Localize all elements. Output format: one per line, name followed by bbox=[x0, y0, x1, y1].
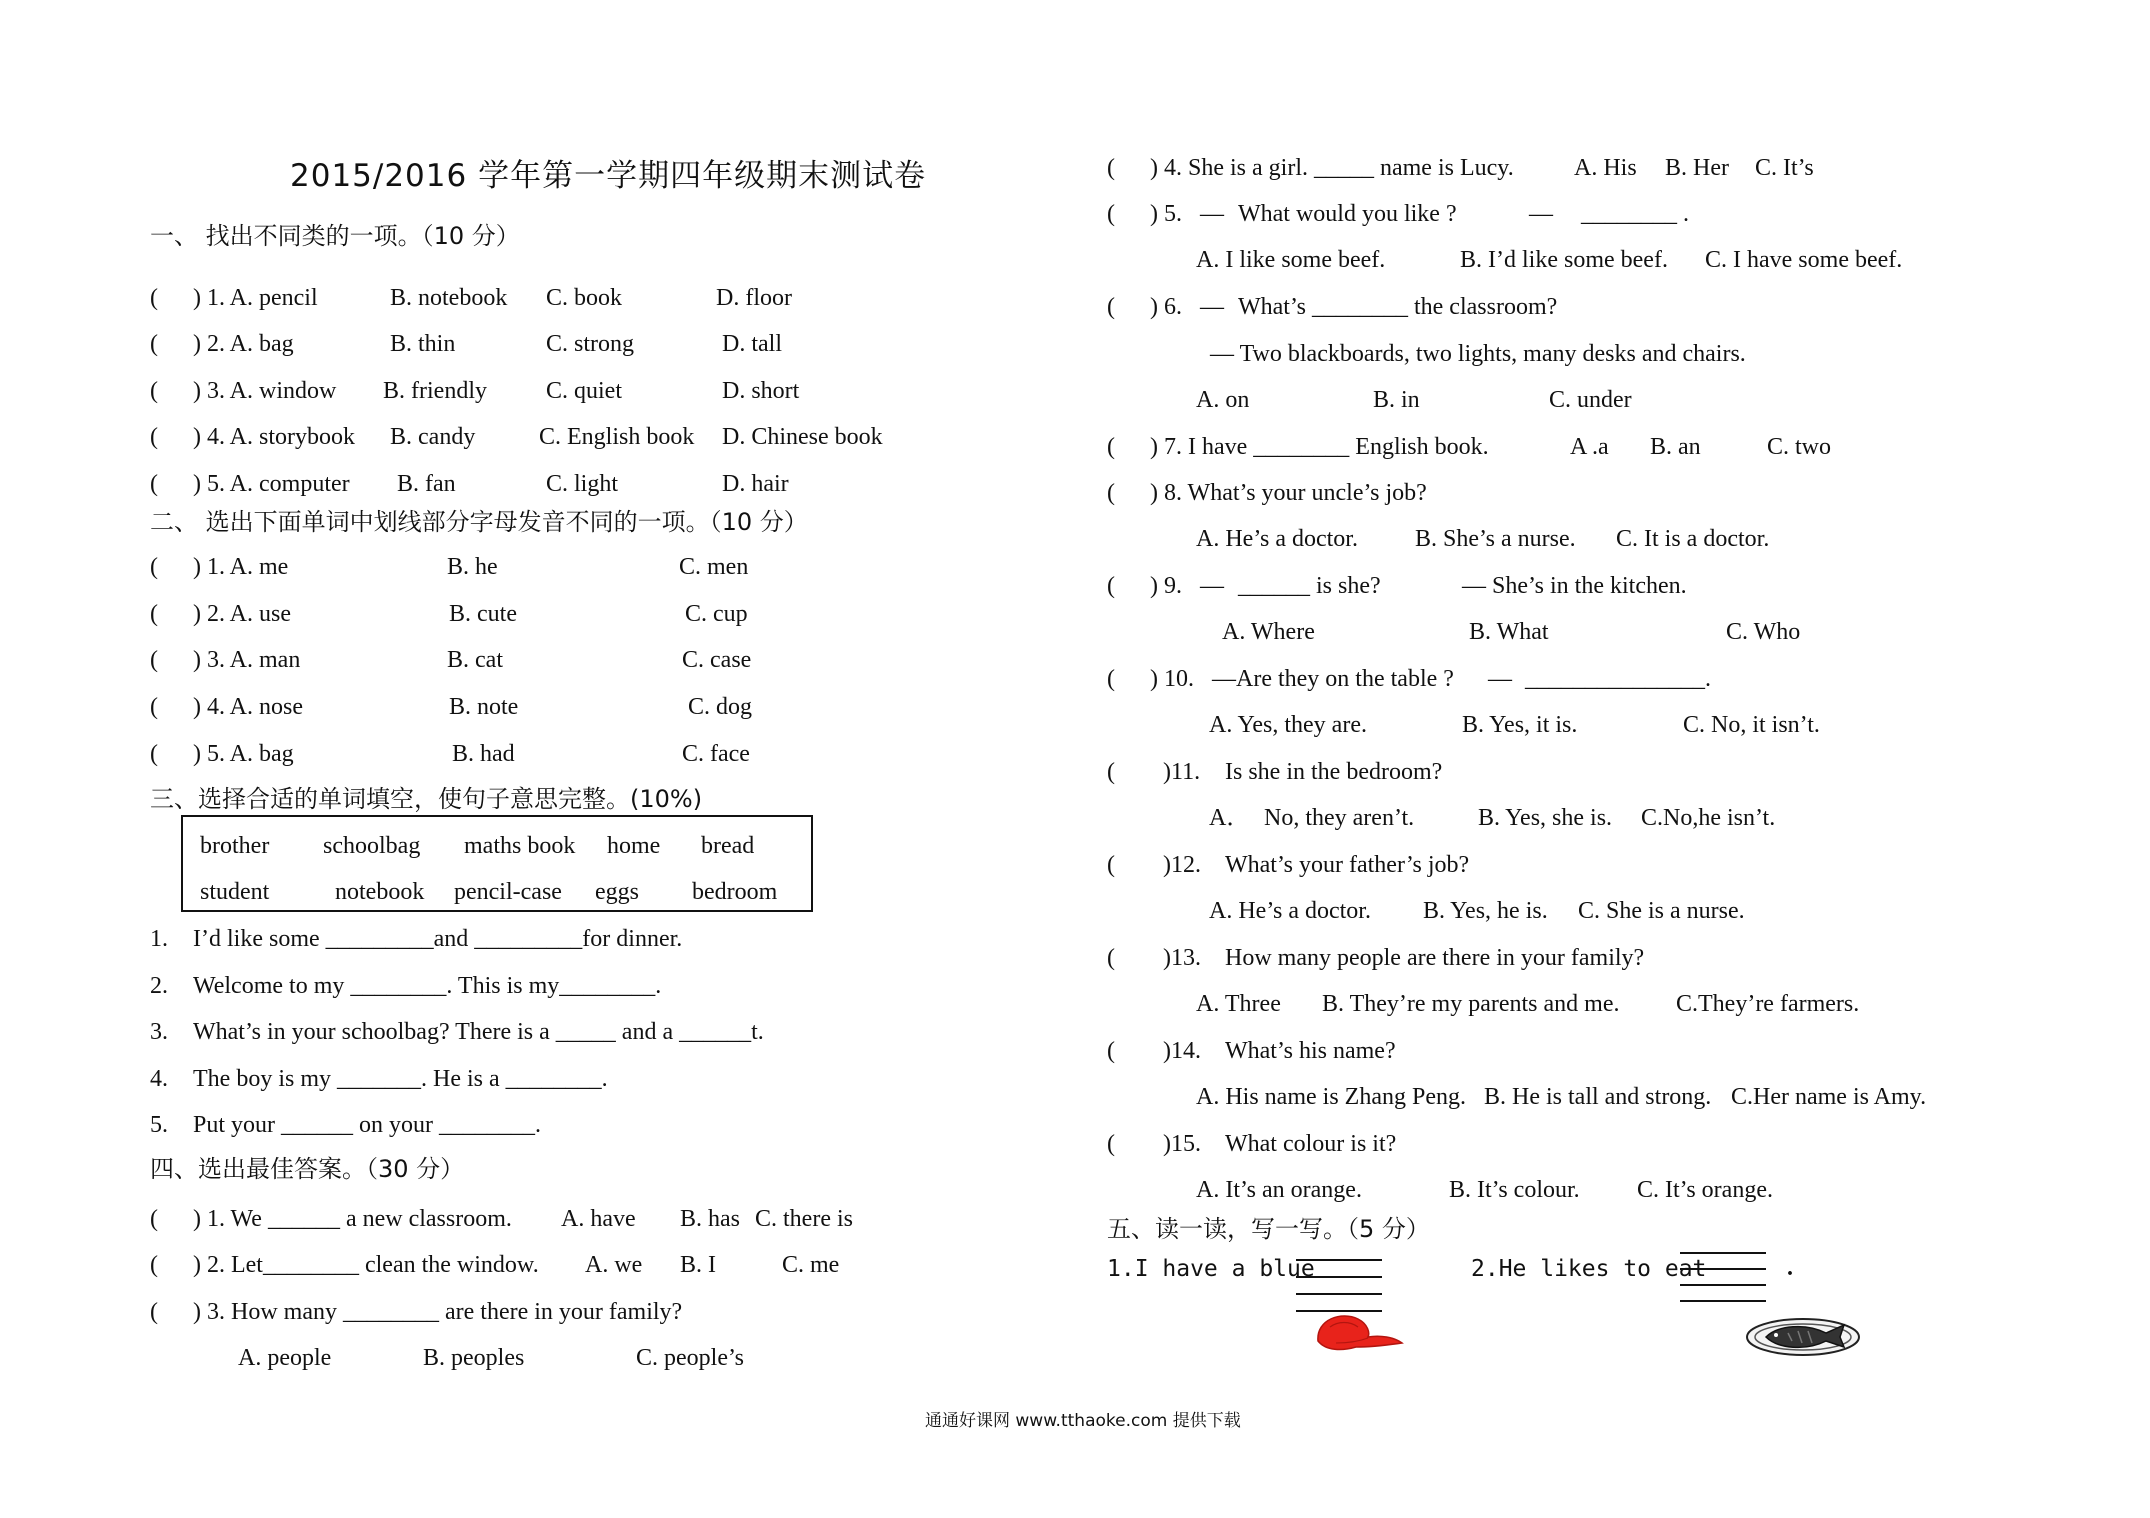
paren: ( bbox=[150, 1252, 158, 1278]
paren: ( bbox=[150, 694, 158, 720]
dash: — bbox=[1200, 573, 1224, 599]
item-number: 5. bbox=[150, 1112, 168, 1138]
option-c: C. I have some beef. bbox=[1705, 247, 1903, 273]
option-d: D. short bbox=[722, 378, 800, 404]
option-c: C. book bbox=[546, 285, 623, 311]
paren: ( bbox=[150, 285, 158, 311]
dash: — bbox=[1200, 294, 1224, 320]
option-b: B. cute bbox=[449, 601, 517, 627]
option-b: B. Yes, she is. bbox=[1478, 805, 1613, 831]
question-stem: )11. bbox=[1163, 759, 1201, 785]
answer-blank: _______________. bbox=[1525, 666, 1711, 692]
option-b: B. fan bbox=[397, 471, 456, 497]
option-c: C.No,he isn’t. bbox=[1641, 805, 1776, 831]
paren: ( bbox=[1107, 155, 1115, 181]
option-c: C. case bbox=[682, 647, 752, 673]
option-c: C. It’s orange. bbox=[1637, 1177, 1773, 1203]
option-b: B. he bbox=[447, 554, 498, 580]
word-bank-item: eggs bbox=[595, 879, 639, 905]
option-b: B. I bbox=[680, 1252, 716, 1278]
question-stem: )13. bbox=[1163, 945, 1201, 971]
option-b: B. cat bbox=[447, 647, 503, 673]
question-stem: ) 1. A. pencil bbox=[193, 285, 318, 311]
paren: ( bbox=[1107, 666, 1115, 692]
paren: ( bbox=[1107, 759, 1115, 785]
question-text: —Are they on the table ? bbox=[1212, 666, 1454, 692]
question-stem: ) 3. A. window bbox=[193, 378, 337, 404]
option-c: C. strong bbox=[546, 331, 635, 357]
cap-icon bbox=[1308, 1305, 1404, 1357]
option-b: B. an bbox=[1650, 434, 1701, 460]
option-b: B. Yes, he is. bbox=[1423, 898, 1548, 924]
fill-sentence: Welcome to my ________. This is my________. bbox=[193, 973, 662, 999]
option-a: A. He’s a doctor. bbox=[1209, 898, 1371, 924]
question-text: What’s ________ the classroom? bbox=[1238, 294, 1558, 320]
option-c: C. dog bbox=[688, 694, 753, 720]
item-number: 1. bbox=[150, 926, 168, 952]
paren: ( bbox=[1107, 1131, 1115, 1157]
section-3-heading: 三、选择合适的单词填空，使句子意思完整。(10%) bbox=[150, 785, 703, 813]
option-c: C. English book bbox=[539, 424, 695, 450]
option-c: C. It is a doctor. bbox=[1616, 526, 1770, 552]
answer-blank: ________ . bbox=[1581, 201, 1689, 227]
question-stem: ) 3. A. man bbox=[193, 647, 301, 673]
write-line bbox=[1680, 1268, 1766, 1270]
question-stem: ) 4. She is a girl. _____ name is Lucy. bbox=[1150, 155, 1514, 181]
question-text: What would you like ? bbox=[1238, 201, 1457, 227]
write-line bbox=[1680, 1284, 1766, 1286]
option-b: B. thin bbox=[390, 331, 456, 357]
option-c: C.Her name is Amy. bbox=[1731, 1084, 1927, 1110]
word-bank-item: pencil-case bbox=[454, 879, 562, 905]
paren: ( bbox=[1107, 852, 1115, 878]
option-b: B. has bbox=[680, 1206, 740, 1232]
option-a: A. His name is Zhang Peng. bbox=[1196, 1084, 1466, 1110]
option-d: D. hair bbox=[722, 471, 789, 497]
question-stem: )12. bbox=[1163, 852, 1201, 878]
paren: ( bbox=[150, 601, 158, 627]
option-d: D. Chinese book bbox=[722, 424, 883, 450]
fill-sentence: I’d like some _________and _________for dinner. bbox=[193, 926, 683, 952]
write-line bbox=[1680, 1300, 1766, 1302]
word-bank-item: bread bbox=[701, 833, 755, 859]
option-c: C. face bbox=[682, 741, 750, 767]
question-stem: )14. bbox=[1163, 1038, 1201, 1064]
question-stem: ) 10. bbox=[1150, 666, 1194, 692]
reply-text: — Two blackboards, two lights, many desks and chairs. bbox=[1210, 341, 1746, 367]
write-line bbox=[1296, 1259, 1382, 1261]
option-c: C. No, it isn’t. bbox=[1683, 712, 1820, 738]
option-a: A. on bbox=[1196, 387, 1250, 413]
question-stem: ) 4. A. nose bbox=[193, 694, 303, 720]
paren: ( bbox=[150, 1206, 158, 1232]
fish-icon bbox=[1744, 1313, 1862, 1359]
item-number: 3. bbox=[150, 1019, 168, 1045]
word-bank-item: brother bbox=[200, 833, 270, 859]
question-stem: ) 1. We ______ a new classroom. bbox=[193, 1206, 512, 1232]
word-bank-item: notebook bbox=[335, 879, 425, 905]
option-b: B. What bbox=[1469, 619, 1549, 645]
option-a: A. have bbox=[561, 1206, 636, 1232]
option-b: B. It’s colour. bbox=[1449, 1177, 1580, 1203]
page-title: 2015/2016 学年第一学期四年级期末测试卷 bbox=[290, 158, 927, 194]
option-b: B. note bbox=[449, 694, 519, 720]
option-b: B. in bbox=[1373, 387, 1420, 413]
footer-credit: 通通好课网 www.tthaoke.com 提供下载 bbox=[925, 1411, 1241, 1431]
paren: ( bbox=[1107, 1038, 1115, 1064]
fill-sentence: The boy is my _______. He is a ________. bbox=[193, 1066, 608, 1092]
option-a: A． bbox=[1209, 805, 1251, 831]
option-a: A. His bbox=[1574, 155, 1637, 181]
section-4-heading: 四、选出最佳答案。（30 分） bbox=[150, 1155, 465, 1183]
option-c: C. there is bbox=[755, 1206, 853, 1232]
question-text: ______ is she? bbox=[1238, 573, 1381, 599]
dash: — bbox=[1488, 666, 1512, 692]
word-bank-item: bedroom bbox=[692, 879, 778, 905]
option-b: B. friendly bbox=[383, 378, 487, 404]
option-b: B. Her bbox=[1665, 155, 1729, 181]
question-stem: ) 2. A. use bbox=[193, 601, 291, 627]
paren: ( bbox=[1107, 573, 1115, 599]
option-b: B. peoples bbox=[423, 1345, 525, 1371]
fill-sentence: Put your ______ on your ________. bbox=[193, 1112, 541, 1138]
question-stem: ) 8. What’s your uncle’s job? bbox=[1150, 480, 1427, 506]
question-stem: ) 9. bbox=[1150, 573, 1182, 599]
option-c: C. light bbox=[546, 471, 619, 497]
option-c: C. Who bbox=[1726, 619, 1801, 645]
paren: ( bbox=[1107, 201, 1115, 227]
question-stem: ) 7. I have ________ English book. bbox=[1150, 434, 1489, 460]
option-c: C. men bbox=[679, 554, 749, 580]
option-b: B. had bbox=[452, 741, 515, 767]
question-stem: ) 1. A. me bbox=[193, 554, 289, 580]
write-item-2: 2.He likes to eat bbox=[1471, 1256, 1707, 1282]
question-stem: ) 3. How many ________ are there in your family? bbox=[193, 1299, 683, 1325]
option-c: C. It’s bbox=[1755, 155, 1814, 181]
write-line bbox=[1680, 1252, 1766, 1254]
paren: ( bbox=[150, 1299, 158, 1325]
word-bank-item: home bbox=[607, 833, 661, 859]
question-text: How many people are there in your family? bbox=[1225, 945, 1645, 971]
item-number: 2. bbox=[150, 973, 168, 999]
question-stem: ) 6. bbox=[1150, 294, 1182, 320]
question-stem: ) 2. A. bag bbox=[193, 331, 294, 357]
option-c: C. cup bbox=[685, 601, 748, 627]
option-a: A. I like some beef. bbox=[1196, 247, 1386, 273]
section-1-heading: 一、 找出不同类的一项。（10 分） bbox=[150, 222, 520, 250]
item-number: 4. bbox=[150, 1066, 168, 1092]
option-c: C. two bbox=[1767, 434, 1832, 460]
paren: ( bbox=[1107, 945, 1115, 971]
option-a: A. Where bbox=[1222, 619, 1315, 645]
word-bank-item: student bbox=[200, 879, 270, 905]
option-b: B. They’re my parents and me. bbox=[1322, 991, 1620, 1017]
write-line bbox=[1296, 1293, 1382, 1295]
option-c: C. people’s bbox=[636, 1345, 744, 1371]
question-text: What’s his name? bbox=[1225, 1038, 1396, 1064]
option-b: B. notebook bbox=[390, 285, 508, 311]
word-bank-item: maths book bbox=[464, 833, 576, 859]
paren: ( bbox=[150, 554, 158, 580]
paren: ( bbox=[150, 647, 158, 673]
option-b: B. Yes, it is. bbox=[1462, 712, 1578, 738]
option-c: C. me bbox=[782, 1252, 840, 1278]
paren: ( bbox=[1107, 294, 1115, 320]
dash: — bbox=[1529, 201, 1553, 227]
word-bank-item: schoolbag bbox=[323, 833, 421, 859]
fill-sentence: What’s in your schoolbag? There is a _____ and a ______t. bbox=[193, 1019, 764, 1045]
write-line bbox=[1296, 1276, 1382, 1278]
option-b: B. She’s a nurse. bbox=[1415, 526, 1576, 552]
paren: ( bbox=[150, 741, 158, 767]
question-stem: ) 5. bbox=[1150, 201, 1182, 227]
option-d: D. tall bbox=[722, 331, 782, 357]
question-stem: ) 2. Let________ clean the window. bbox=[193, 1252, 539, 1278]
option-a: A. we bbox=[585, 1252, 643, 1278]
option-d: D. floor bbox=[716, 285, 792, 311]
question-text: What’s your father’s job? bbox=[1225, 852, 1470, 878]
option-b: B. He is tall and strong. bbox=[1484, 1084, 1712, 1110]
option-b: B. candy bbox=[390, 424, 476, 450]
option-c: C. under bbox=[1549, 387, 1632, 413]
paren: ( bbox=[150, 471, 158, 497]
option-c: C. quiet bbox=[546, 378, 622, 404]
question-stem: ) 4. A. storybook bbox=[193, 424, 355, 450]
paren: ( bbox=[150, 331, 158, 357]
paren: ( bbox=[1107, 434, 1115, 460]
section-5-heading: 五、读一读，写一写。（5 分） bbox=[1107, 1215, 1430, 1243]
write-item-1: 1.I have a blue bbox=[1107, 1256, 1315, 1282]
question-stem: ) 5. A. bag bbox=[193, 741, 294, 767]
option-c: C. She is a nurse. bbox=[1578, 898, 1745, 924]
question-stem: ) 5. A. computer bbox=[193, 471, 350, 497]
question-stem: )15. bbox=[1163, 1131, 1201, 1157]
paren: ( bbox=[1107, 480, 1115, 506]
option-a: A. It’s an orange. bbox=[1196, 1177, 1362, 1203]
dash: — bbox=[1200, 201, 1224, 227]
option-a: A. He’s a doctor. bbox=[1196, 526, 1358, 552]
section-2-heading: 二、 选出下面单词中划线部分字母发音不同的一项。（10 分） bbox=[150, 508, 808, 536]
option-a: A. people bbox=[238, 1345, 332, 1371]
period: . bbox=[1787, 1255, 1793, 1281]
paren: ( bbox=[150, 378, 158, 404]
reply-text: — She’s in the kitchen. bbox=[1462, 573, 1687, 599]
option-c: C.They’re farmers. bbox=[1676, 991, 1860, 1017]
option-a: A. Three bbox=[1196, 991, 1281, 1017]
question-text: What colour is it? bbox=[1225, 1131, 1397, 1157]
option-a: A .a bbox=[1570, 434, 1609, 460]
question-text: Is she in the bedroom? bbox=[1225, 759, 1443, 785]
option-a-text: No, they aren’t. bbox=[1264, 805, 1415, 831]
option-a: A. Yes, they are. bbox=[1209, 712, 1367, 738]
paren: ( bbox=[150, 424, 158, 450]
option-b: B. I’d like some beef. bbox=[1460, 247, 1668, 273]
